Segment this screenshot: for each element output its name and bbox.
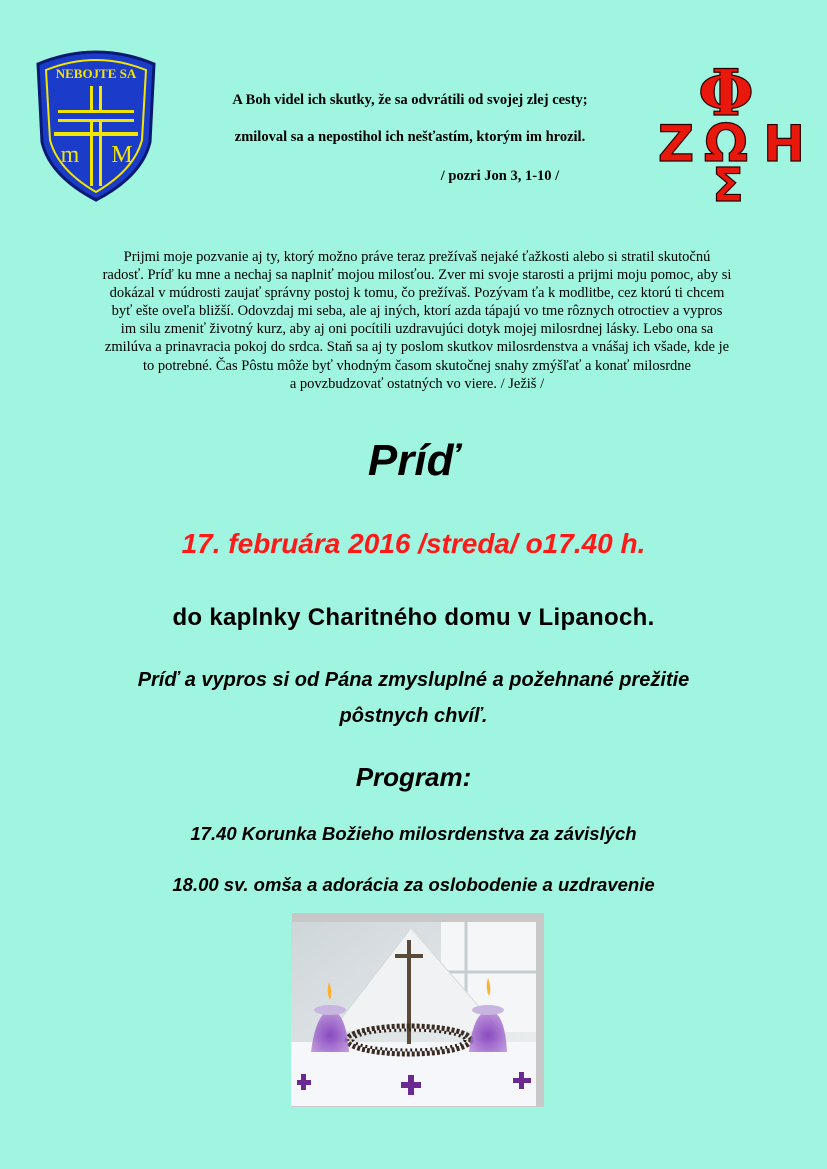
paragraph-line: radosť. Príď ku mne a nechaj sa naplniť mojou milosťou. Zver mi svoje starosti a prijmi moju pomoc, aby si	[102, 267, 732, 284]
event-venue: do kaplnky Charitného domu v Lipanoch.	[172, 604, 655, 631]
program-item-1: 17.40 Korunka Božieho milosrdenstva za závislých	[190, 823, 637, 844]
main-heading: Príď	[367, 436, 460, 485]
paragraph-line: Prijmi moje pozvanie aj ty, ktorý možno práve teraz prežívaš nejaké ťažkosti alebo si stratil skutočnú	[123, 249, 711, 265]
altar-photo-illustration	[291, 922, 536, 1106]
paragraph-line: zmilúva a prinavracia pokoj do srdca. Staň sa aj ty poslom skutkov milosrdenstva a vnášaj ich všade, kde je	[104, 339, 730, 356]
monogram-omega: Ω	[703, 114, 749, 174]
nebojte-sa-shield-logo	[32, 46, 160, 204]
paragraph-line: to potrebné. Čas Pôstu môže byť vhodným časom skutočnej snahy zmýšľať a konať milosrdne	[143, 357, 691, 374]
monogram-sigma: Σ	[712, 158, 744, 205]
invitation-paragraph	[62, 248, 772, 393]
event-date: 17. februára 2016 /streda/ o17.40 h.	[181, 528, 646, 559]
program-title: Program:	[355, 762, 472, 792]
monogram-h: H	[763, 115, 805, 173]
zoh-monogram-logo	[650, 55, 810, 205]
program-item-2: 18.00 sv. omša a adorácia za oslobodenie a uzdravenie	[172, 874, 655, 895]
monogram-z: Z	[657, 115, 695, 173]
paragraph-line: a povzbudzovať ostatných vo viere. / Ježiš /	[289, 375, 545, 392]
paragraph-line: im silu zmeniť životný kurz, aby aj oni pocítili uzdravujúci dotyk mojej milosrdnej lásky. Lebo ona sa	[120, 321, 714, 338]
invite-line-2: pôstnych chvíľ.	[339, 705, 488, 727]
quote-line-1: A Boh videl ich skutky, že sa odvrátili od svojej zlej cesty;	[232, 92, 588, 108]
shield-top-text: NEBOJTE SA	[55, 66, 137, 81]
paragraph-line: dokázal v múdrosti zaujať správny postoj k tomu, čo prežívaš. Pozývam ťa k modlitbe, cez ktorú ti chcem	[109, 285, 725, 302]
monogram-phi: Φ	[698, 56, 754, 131]
shield-letter-big-m: M	[111, 142, 133, 168]
altar-photo	[291, 922, 536, 1106]
invite-line-1: Príď a vypros si od Pána zmysluplné a požehnané prežitie	[137, 669, 690, 691]
shield-letter-small-m: m	[60, 142, 80, 168]
paragraph-line: byť ešte oveľa bližší. Odovzdaj mi seba, ale aj iných, ktorí azda tápajú vo tme rôznych otroctiev a vypros	[111, 303, 723, 320]
quote-reference: / pozri Jon 3, 1-10 /	[440, 168, 560, 184]
quote-line-2: zmiloval sa a nepostihol ich nešťastím, ktorým im hrozil.	[234, 129, 586, 145]
